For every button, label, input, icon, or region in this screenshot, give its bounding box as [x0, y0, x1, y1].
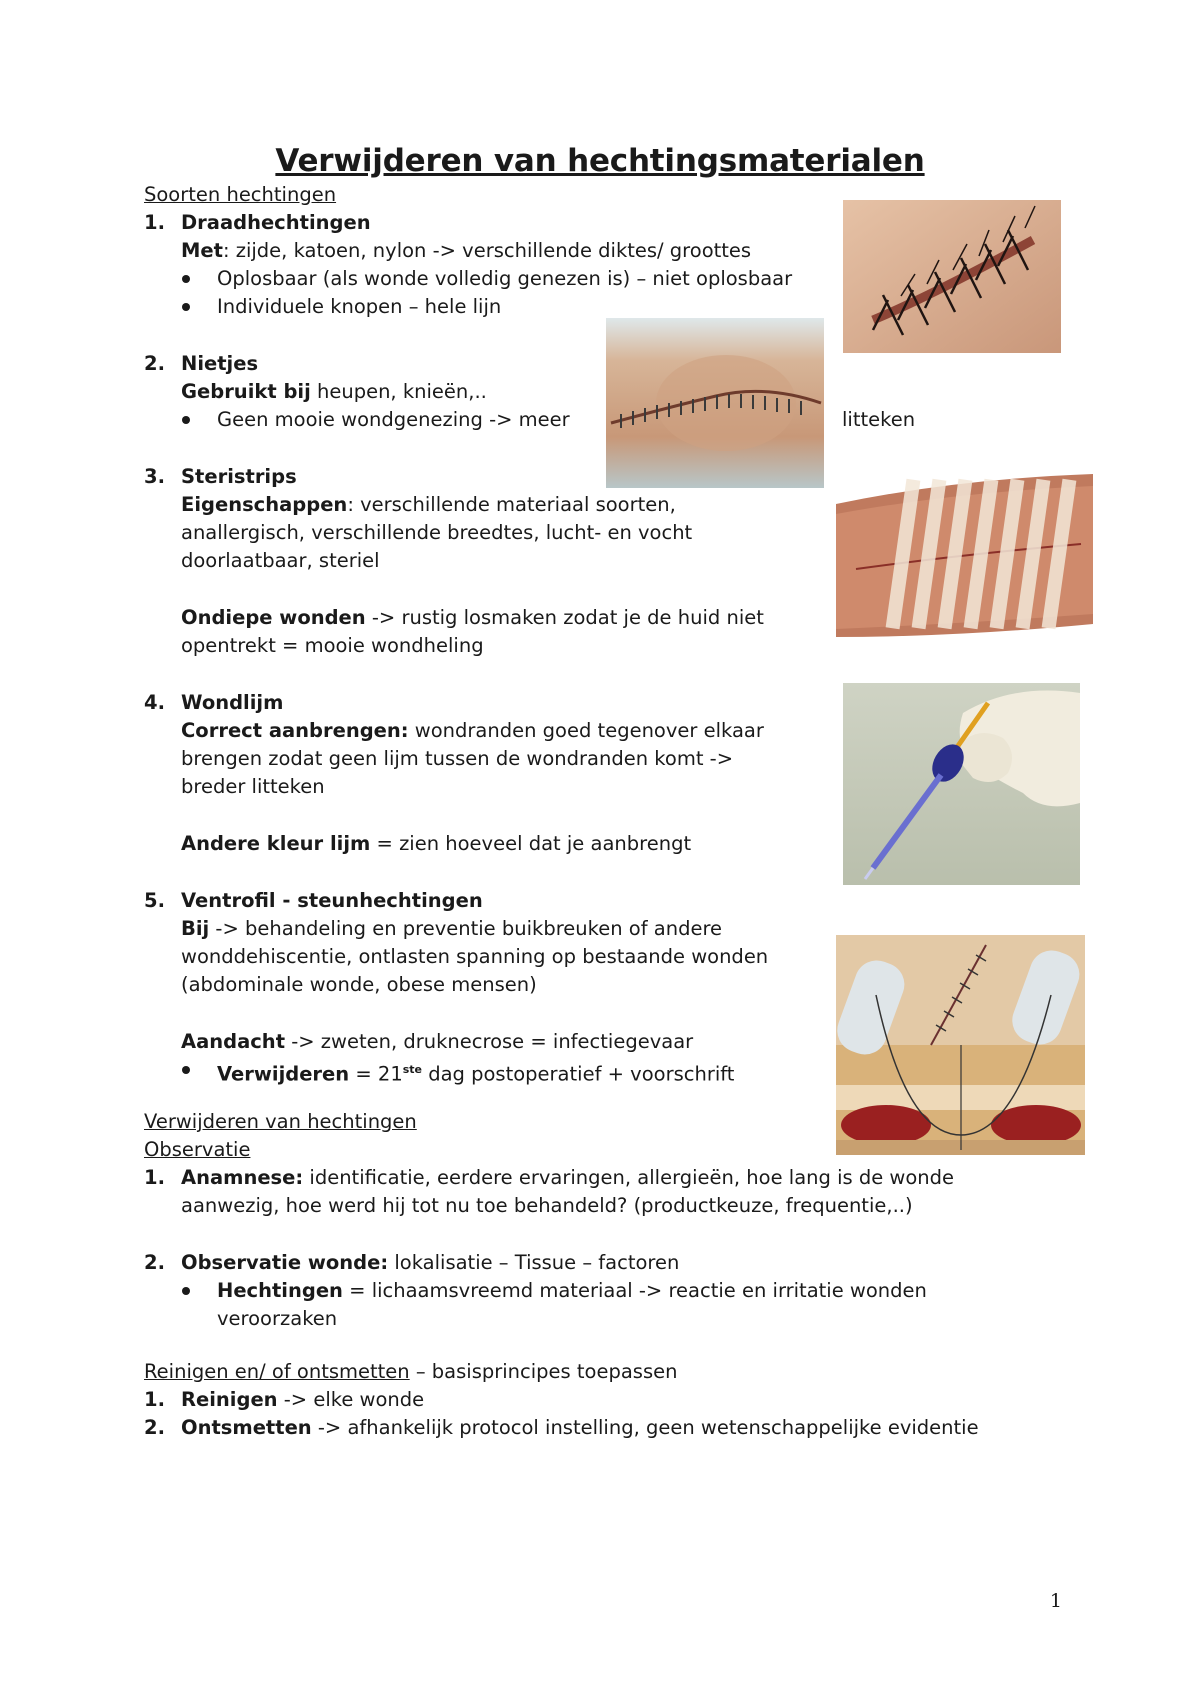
item-title-steristrips: Steristrips: [181, 465, 297, 488]
page-number: 1: [1049, 1590, 1062, 1612]
section-heading-reinigen: Reinigen en/ of ontsmetten – basisprincipes toepassen: [144, 1360, 678, 1383]
list-item: wonddehiscentie, ontlasten spanning op bestaande wonden: [181, 945, 769, 968]
list-item: Observatie wonde: lokalisatie – Tissue – factoren: [181, 1251, 680, 1274]
list-item: Reinigen -> elke wonde: [181, 1388, 425, 1411]
list-item: breder litteken: [181, 775, 325, 798]
list-item: Ondiepe wonden -> rustig losmaken zodat je de huid niet: [181, 606, 764, 629]
list-number: 1.: [144, 1388, 165, 1411]
section-heading-verwijderen: Verwijderen van hechtingen: [144, 1110, 417, 1133]
item-title-draadhechtingen: Draadhechtingen: [181, 211, 371, 234]
list-number: 2.: [144, 352, 165, 375]
list-item: Aandacht -> zweten, druknecrose = infectiegevaar: [181, 1030, 694, 1053]
bullet: [182, 303, 190, 311]
list-item: Geen mooie wondgenezing -> meer: [217, 408, 570, 431]
bullet: [182, 416, 190, 424]
steristrips-photo: [836, 474, 1093, 637]
list-item: Eigenschappen: verschillende materiaal soorten,: [181, 493, 676, 516]
item-title-wondlijm: Wondlijm: [181, 691, 284, 714]
staples-photo: [606, 318, 824, 488]
list-item: Oplosbaar (als wonde volledig genezen is) – niet oplosbaar: [217, 267, 793, 290]
item-title-nietjes: Nietjes: [181, 352, 259, 375]
list-number: 2.: [144, 1251, 165, 1274]
list-item: Met: zijde, katoen, nylon -> verschillende diktes/ groottes: [181, 239, 752, 262]
list-number: 1.: [144, 211, 165, 234]
list-number: 4.: [144, 691, 165, 714]
list-item: Bij -> behandeling en preventie buikbreuken of andere: [181, 917, 723, 940]
list-number: 1.: [144, 1166, 165, 1189]
page-title: Verwijderen van hechtingsmaterialen: [275, 143, 925, 179]
list-item: Correct aanbrengen: wondranden goed tegenover elkaar: [181, 719, 764, 742]
list-item: opentrekt = mooie wondheling: [181, 634, 484, 657]
list-item: Hechtingen = lichaamsvreemd materiaal -> reactie en irritatie wonden: [217, 1279, 927, 1302]
list-number: 3.: [144, 465, 165, 488]
list-item: Ontsmetten -> afhankelijk protocol instelling, geen wetenschappelijke evidentie: [181, 1416, 979, 1439]
list-item: Andere kleur lijm = zien hoeveel dat je aanbrengt: [181, 832, 692, 855]
wound-glue-photo: [843, 683, 1080, 885]
list-item: Anamnese: identificatie, eerdere ervaringen, allergieën, hoe lang is de wonde: [181, 1166, 955, 1189]
list-item: (abdominale wonde, obese mensen): [181, 973, 537, 996]
section-heading-observatie: Observatie: [144, 1138, 251, 1161]
list-item: anallergisch, verschillende breedtes, lucht- en vocht: [181, 521, 693, 544]
bullet: [182, 1066, 190, 1074]
ventrofil-diagram: [836, 935, 1085, 1155]
list-item: veroorzaken: [217, 1307, 338, 1330]
item-title-ventrofil: Ventrofil - steunhechtingen: [181, 889, 483, 912]
section-heading-soorten: Soorten hechtingen: [144, 183, 337, 206]
list-item-continuation: litteken: [842, 408, 916, 431]
list-item: Gebruikt bij heupen, knieën,..: [181, 380, 487, 403]
list-number: 5.: [144, 889, 165, 912]
list-item: Verwijderen = 21ste dag postoperatief + voorschrift: [217, 1062, 735, 1086]
list-number: 2.: [144, 1416, 165, 1439]
bullet: [182, 275, 190, 283]
list-item: Individuele knopen – hele lijn: [217, 295, 502, 318]
list-item: doorlaatbaar, steriel: [181, 549, 380, 572]
list-item: brengen zodat geen lijm tussen de wondranden komt ->: [181, 747, 734, 770]
bullet: [182, 1287, 190, 1295]
sutures-photo: [843, 200, 1061, 353]
list-item: aanwezig, hoe werd hij tot nu toe behandeld? (productkeuze, frequentie,..): [181, 1194, 913, 1217]
